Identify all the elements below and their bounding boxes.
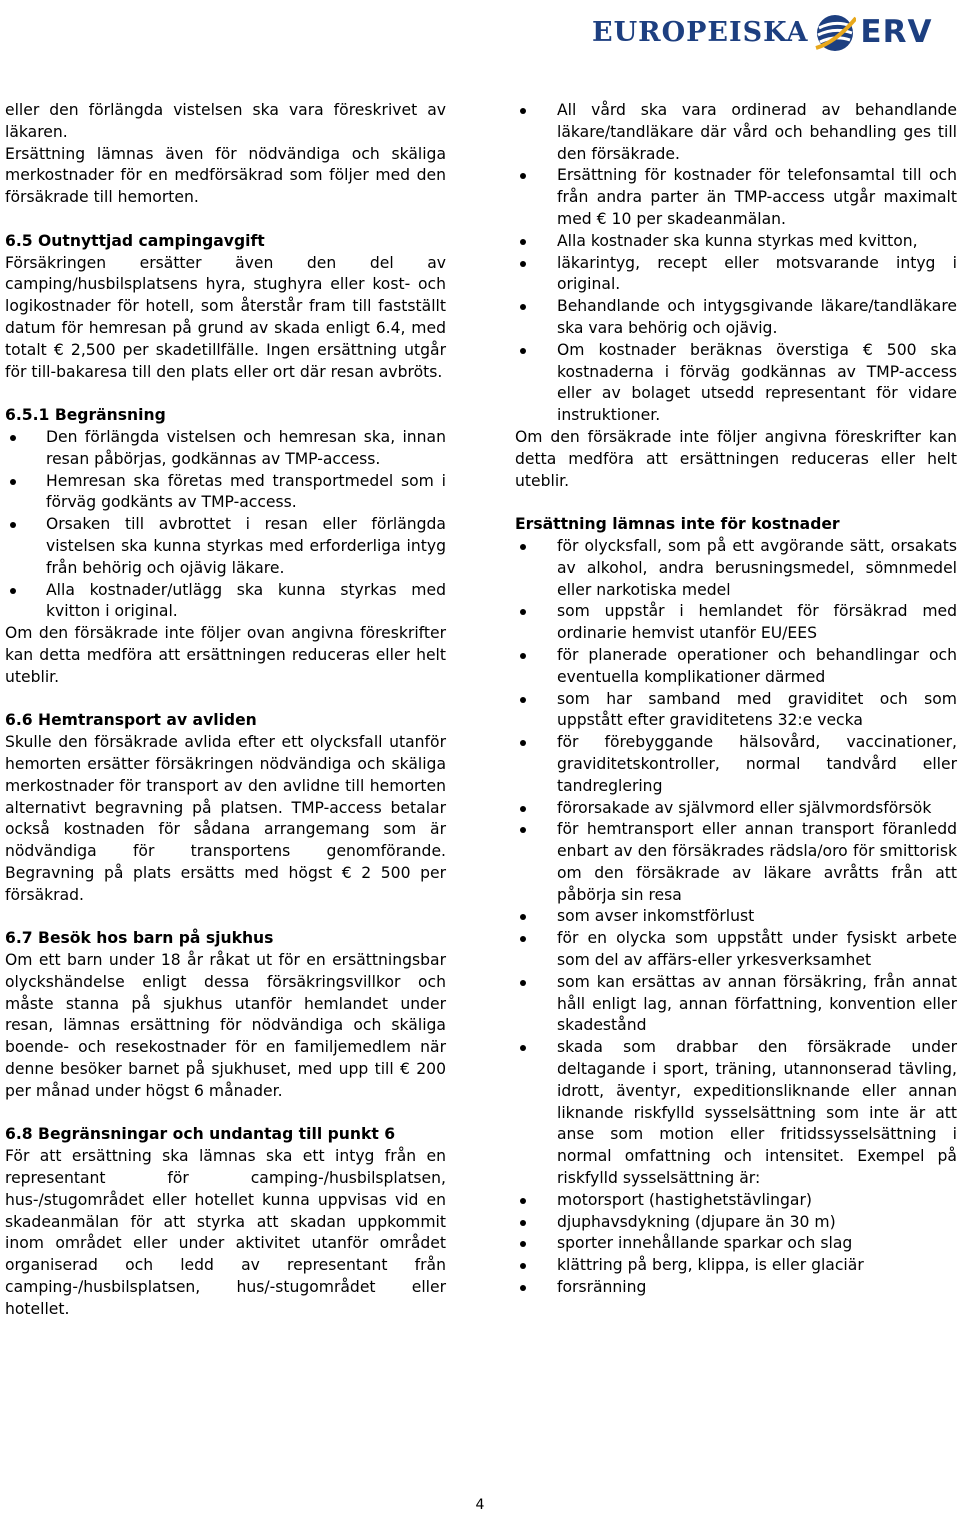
list-item: som har samband med graviditet och som uppstått efter graviditetens 32:e vecka [515,689,957,733]
section-6-8-body: För att ersättning ska lämnas ska ett intyg från en representant för camping-/husbilsplatsen, hus-/stugområdet eller hotellet kunna uppvisas vid en skadeanmälan för att styrka att skadan uppkommit inom området eller under aktivitet utanför området organiserad och ledd av representant från camping-/husbilsplatsen, hus/-stugområdet eller hotellet. [5,1147,446,1318]
list-item: Den förlängda vistelsen och hemresan ska, innan resan påbörjas, godkännas av TMP-access. [5,427,446,471]
list-item: som uppstår i hemlandet för försäkrad med ordinarie hemvist utanför EU/EES [515,601,957,645]
section-6-5-heading: 6.5 Outnyttjad campingavgift [5,231,265,250]
bullet-icon [10,435,16,441]
bullet-icon [520,980,526,986]
bullet-icon [520,1220,526,1226]
list-item: forsränning [515,1277,957,1299]
bullet-icon [520,806,526,812]
logo-erv-text: ERV [860,14,933,51]
bullet-icon [520,914,526,920]
section-6-6-body: Skulle den försäkrade avlida efter ett olycksfall utanför hemorten ersätter försäkringen nödvändiga och skäliga merkostnader för transport av den avlidne till hemorten alternativt begravning på platsen. TMP-access betalar också kostnaden för sådana arrangemang som är nödvändiga för transportens genomförande. Begravning på plats ersätts med högst € 2 500 per försäkrad. [5,733,446,904]
bullet-icon [520,697,526,703]
list-item: Ersättning för kostnader för telefonsamtal till och från andra parter än TMP-access utgår maximalt med € 10 per skadeanmälan. [515,165,957,230]
section-6-5-1-after: Om den försäkrade inte följer ovan angivna föreskrifter kan detta medföra att ersättningen reduceras eller helt uteblir. [5,624,446,686]
bullet-icon [10,588,16,594]
bullet-icon [520,609,526,615]
list-item: som avser inkomstförlust [515,906,957,928]
right-column [515,100,957,1299]
bullet-icon [520,544,526,550]
bullet-icon [520,1263,526,1269]
bullet-icon [520,1045,526,1051]
list-item: Alla kostnader/utlägg ska kunna styrkas med kvitton i original. [5,580,446,624]
logo-brand-text: EUROPEISKA [592,17,809,49]
bullet-icon [10,479,16,485]
bullet-icon [520,1198,526,1204]
list-item: djuphavsdykning (djupare än 30 m) [515,1212,957,1234]
bullet-icon [520,239,526,245]
bullet-icon [520,173,526,179]
list-item: Behandlande och intygsgivande läkare/tandläkare ska vara behörig och ojävig. [515,296,957,340]
list-item: för hemtransport eller annan transport föranledd enbart av den försäkrades rädsla/oro för smittorisk om den försäkrade av läkare avråtts från att påbörja sin resa [515,819,957,906]
globe-logo-icon [814,12,856,54]
bullet-icon [520,261,526,267]
company-logo [592,8,952,58]
section-6-5-1-list [5,427,446,623]
bullet-icon [520,1241,526,1247]
section-6-7-heading: 6.7 Besök hos barn på sjukhus [5,929,274,948]
bullet-icon [10,522,16,528]
section-6-5-body: Försäkringen ersätter även den del av camping/husbilsplatsens hyra, stughyra eller kost- och logikostnader för hotell, som återstår fram till fastställt datum för hemresan på grund av skada enligt 6.4, med totalt € 2,500 per skadetillfälle. Ingen ersättning utgår för till-bakaresa till den plats eller ort där resan avbröts. [5,253,446,381]
list-item: motorsport (hastighetstävlingar) [515,1190,957,1212]
list-item: Orsaken till avbrottet i resan eller förlängda vistelsen ska kunna styrkas med erforderliga intyg från behörig och ojävig läkare. [5,514,446,579]
list-item: förorsakade av självmord eller självmordsförsök [515,798,957,820]
list-item: sporter innehållande sparkar och slag [515,1233,957,1255]
bullet-icon [520,936,526,942]
left-column [5,100,446,1321]
list-item: All vård ska vara ordinerad av behandlande läkare/tandläkare där vård och behandling ges till den försäkrade. [515,100,957,165]
section-6-5-1-heading: 6.5.1 Begränsning [5,406,166,425]
bullet-icon [520,653,526,659]
bullet-icon [520,740,526,746]
bullet-icon [520,348,526,354]
section-6-6-heading: 6.6 Hemtransport av avliden [5,711,257,730]
requirements-after: Om den försäkrade inte följer angivna föreskrifter kan detta medföra att ersättningen reduceras eller helt uteblir. [515,427,957,490]
section-6-7-body: Om ett barn under 18 år råkat ut för en ersättningsbar olyckshändelse enligt dessa försäkringsvillkor och måste stanna på sjukhus utanför hemlandet under resan, lämnas ersättning för nödvändiga och skäliga boende- och resekostnader för en familjemedlem när denne besöker barnet på sjukhuset, med upp till € 200 per månad under högst 6 månader. [5,951,446,1100]
bullet-icon [520,304,526,310]
list-item: klättring på berg, klippa, is eller glaciär [515,1255,957,1277]
page-number: 4 [475,1497,485,1513]
exclusions-heading: Ersättning lämnas inte för kostnader [515,515,840,534]
bullet-icon [520,1285,526,1291]
list-item: för en olycka som uppstått under fysiskt arbete som del av affärs-eller yrkesverksamhet [515,928,957,972]
list-item: Om kostnader beräknas överstiga € 500 ska kostnaderna i förväg godkännas av TMP-access eller av bolaget utsedd representant för vidare instruktioner. [515,340,957,427]
list-item: Hemresan ska företas med transportmedel som i förväg godkänts av TMP-access. [5,471,446,515]
list-item: skada som drabbar den försäkrade under deltagande i sport, träning, utannonserad tävling, idrott, äventyr, expeditionsliknande eller annan liknande riskfylld sysselsättning som inte är att anse som motion eller fritidssysselsättning i normal omfattning och intensitet. Exempel på riskfylld sysselsättning är: [515,1037,957,1190]
intro-paragraph-1: eller den förlängda vistelsen ska vara föreskrivet av läkaren. [5,101,446,141]
bullet-icon [520,108,526,114]
list-item: läkarintyg, recept eller motsvarande intyg i original. [515,253,957,297]
requirements-list [515,100,957,427]
list-item: för olycksfall, som på ett avgörande sätt, orsakats av alkohol, andra berusningsmedel, sömnmedel eller narkotiska medel [515,536,957,601]
intro-paragraph-2: Ersättning lämnas även för nödvändiga och skäliga merkostnader för en medförsäkrad som följer med den försäkrade till hemorten. [5,144,446,207]
bullet-icon [520,827,526,833]
list-item: som kan ersättas av annan försäkring, från annat håll enligt lag, annan författning, konvention eller skadestånd [515,972,957,1037]
exclusions-list [515,536,957,1299]
section-6-8-heading: 6.8 Begränsningar och undantag till punkt 6 [5,1125,396,1144]
list-item: för förebyggande hälsovård, vaccinationer, graviditetskontroller, normal tandvård eller tandreglering [515,732,957,797]
list-item: Alla kostnader ska kunna styrkas med kvitton, [515,231,957,253]
list-item: för planerade operationer och behandlingar och eventuella komplikationer därmed [515,645,957,689]
